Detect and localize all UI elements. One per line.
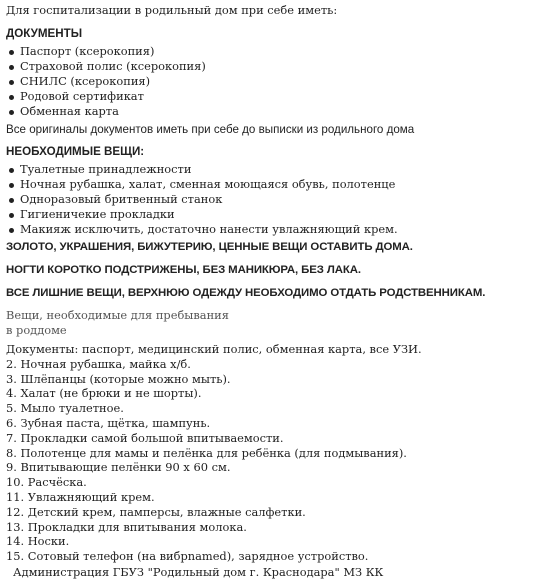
bullet-icon [9,228,14,233]
list-item: Одноразовый бритвенный станок [6,192,534,207]
list-item: Обменная карта [6,104,534,119]
essentials-heading: НЕОБХОДИМЫЕ ВЕЩИ: [6,145,145,158]
list-item: Паспорт (ксерокопия) [6,44,534,59]
documents-note: Все оригиналы документов иметь при себе до выписки из родильного дома [6,123,415,136]
bullet-icon [9,213,14,218]
list-item: 15. Сотовый телефон (на вибрnamed), зарядное устройство. [6,549,369,564]
list-item: 10. Расчёска. [6,475,87,490]
warning-nails: НОГТИ КОРОТКО ПОДСТРИЖЕНЫ, БЕЗ МАНИКЮРА, БЕЗ ЛАКА. [6,264,361,276]
list-item: 11. Увлажняющий крем. [6,489,155,504]
warning-valuables: ЗОЛОТО, УКРАШЕНИЯ, БИЖУТЕРИЮ, ЦЕННЫЕ ВЕЩИ ОСТАВИТЬ ДОМА. [6,241,413,253]
bullet-icon [9,168,14,173]
list-item: 6. Зубная паста, щётка, шампунь. [6,415,211,430]
list-item: 3. Шлёпанцы (которые можно мыть). [6,371,231,386]
list-item: Документы: паспорт, медицинский полис, обменная карта, все УЗИ. [6,342,422,356]
list-item: СНИЛС (ксерокопия) [6,74,534,89]
bullet-icon [9,80,14,85]
list-item: 14. Носки. [6,534,70,549]
essentials-list [6,162,534,237]
list-item: 12. Детский крем, памперсы, влажные салфетки. [6,504,306,519]
list-item: Родовой сертификат [6,89,534,104]
warning-extra-items: ВСЕ ЛИШНИЕ ВЕЩИ, ВЕРХНЮЮ ОДЕЖДУ НЕОБХОДИМО ОТДАТЬ РОДСТВЕННИКАМ. [6,287,486,299]
list-item: 7. Прокладки самой большой впитываемости. [6,430,284,445]
documents-heading: ДОКУМЕНТЫ [6,27,83,40]
list-item: Ночная рубашка, халат, сменная моющаяся обувь, полотенце [6,177,534,192]
bullet-icon [9,110,14,115]
bullet-icon [9,50,14,55]
bullet-icon [9,183,14,188]
bullet-icon [9,65,14,70]
list-item: 2. Ночная рубашка, майка х/б. [6,356,191,371]
list-item: 13. Прокладки для впитывания молока. [6,519,247,534]
intro-text: Для госпитализации в родильный дом при себе иметь: [6,3,338,17]
list-item: 9. Впитывающие пелёнки 90 х 60 см. [6,460,231,475]
list-item: Страховой полис (ксерокопия) [6,59,534,74]
stay-list [6,342,534,564]
footer-signature: Администрация ГБУЗ "Родильный дом г. Краснодара" МЗ КК [13,564,384,579]
stay-subtitle: Вещи, необходимые для пребывания в роддоме [6,308,229,337]
list-item: Гигиеничекие прокладки [6,207,534,222]
list-item: Туалетные принадлежности [6,162,534,177]
bullet-icon [9,95,14,100]
list-item: 5. Мыло туалетное. [6,401,124,416]
list-item: 4. Халат (не брюки и не шорты). [6,386,202,401]
bullet-icon [9,198,14,203]
documents-list [6,44,534,119]
list-item: 8. Полотенце для мамы и пелёнка для ребёнка (для подмывания). [6,445,407,460]
list-item: Макияж исключить, достаточно нанести увлажняющий крем. [6,222,534,237]
